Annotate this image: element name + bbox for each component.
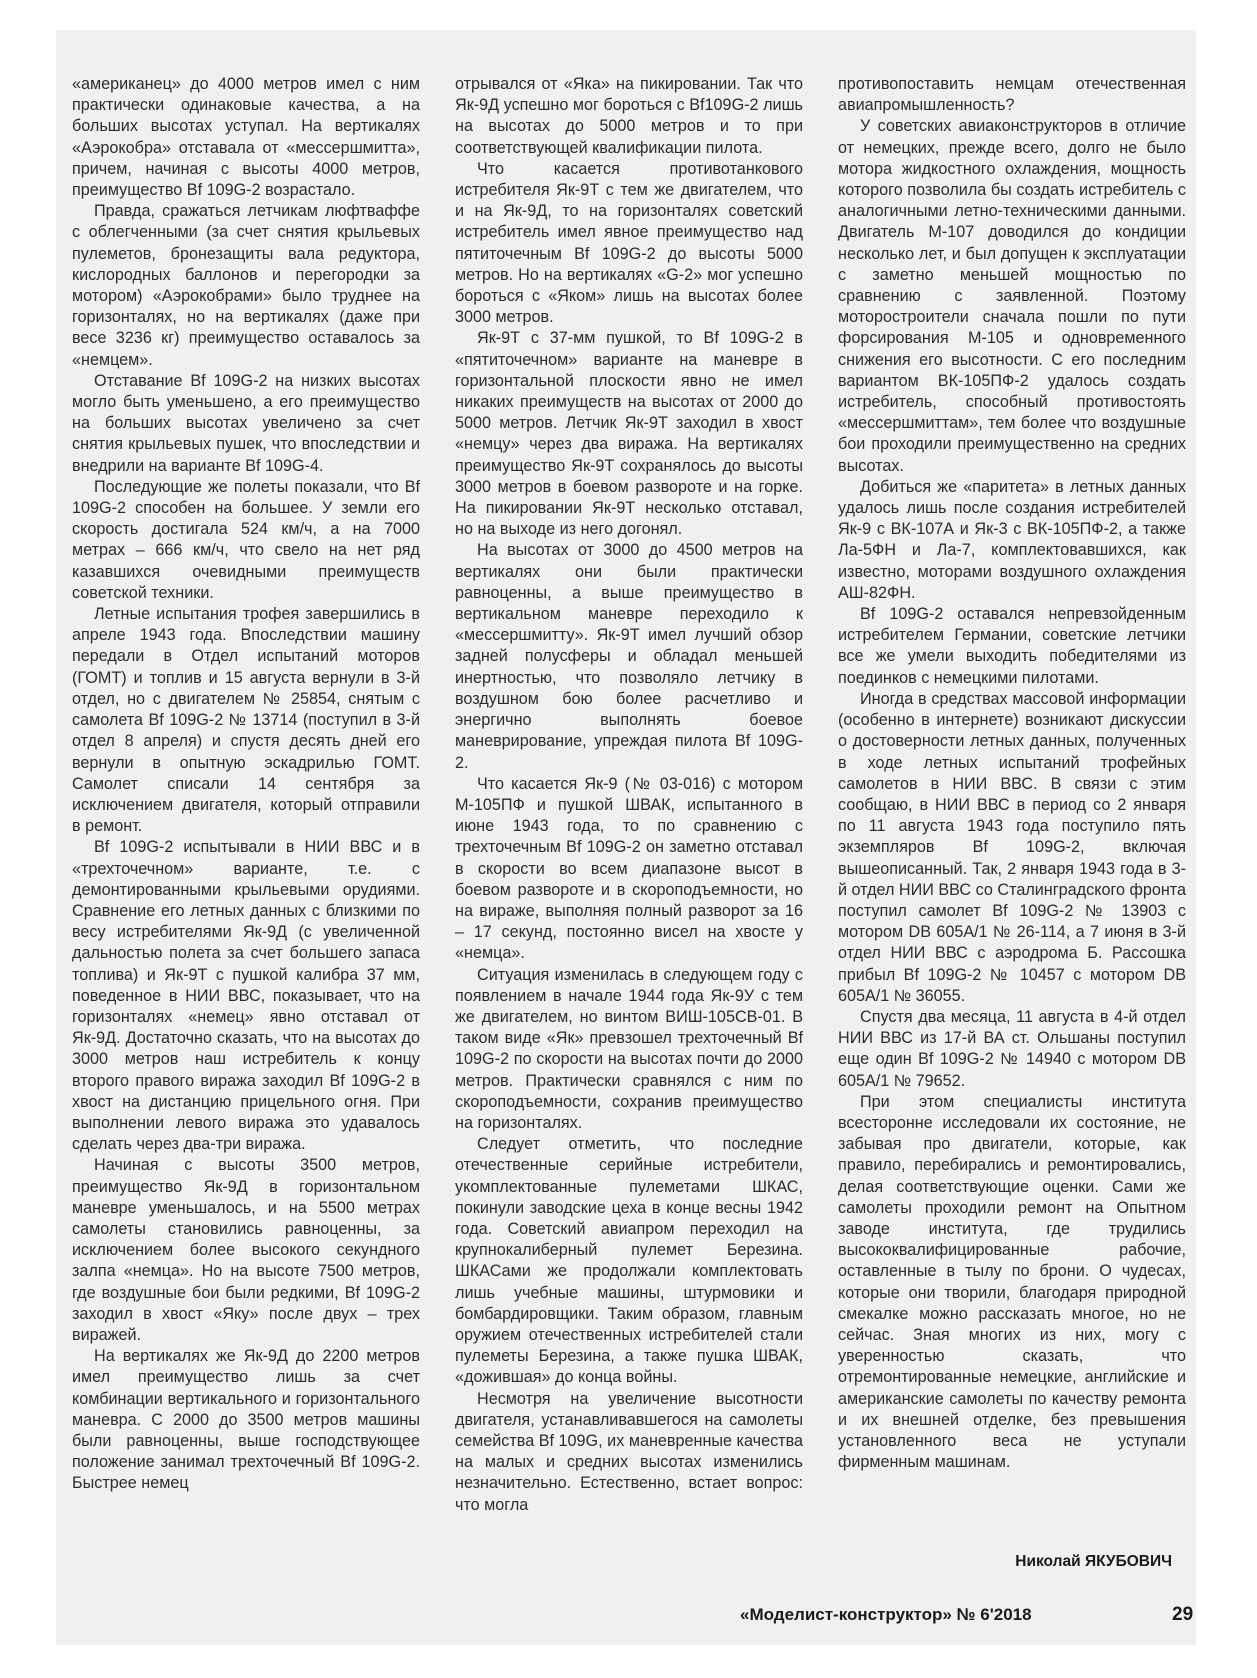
page-number: 29 — [1172, 1604, 1194, 1625]
text-column-1 — [72, 74, 420, 1495]
text-column-3 — [838, 74, 1186, 1473]
paragraph: Правда, сражаться летчикам люфтваффе с облегченными (за счет снятия крыльевых пулеметов, бронезащиты вала редуктора, кислородных баллонов и перегородки за мотором) «Аэрокобрами» было труднее на горизонталях, но на вертикалях (даже при весе 3236 кг) преимущество оставалось за «немцем». — [72, 202, 420, 369]
paragraph: Добиться же «паритета» в летных данных удалось лишь после создания истребителей Як-9 с ВК-107А и Як-3 с ВК-105ПФ-2, а также Ла-5ФН и Ла-7, комплектовавшихся, как известно, моторами воздушного охлаждения АШ-82ФН. — [838, 477, 1186, 602]
paragraph: противопоставить немцам отечественная авиапромышленность? — [838, 75, 1186, 115]
paragraph: Спустя два месяца, 11 августа в 4-й отдел НИИ ВВС из 17-й ВА ст. Ольшаны поступил еще один Bf 109G-2 № 14940 с мотором DB 605A/1 № 79652. — [838, 1007, 1186, 1090]
paragraph: Отставание Bf 109G-2 на низких высотах могло быть уменьшено, а его преимущество на больших высотах увеличено за счет снятия крыльевых пушек, что впоследствии и внедрили на варианте Bf 109G-4. — [72, 371, 420, 475]
paragraph: Ситуация изменилась в следующем году с появлением в начале 1944 года Як-9У с тем же двигателем, но винтом ВИШ-105СВ-01. В таком виде «Як» превзошел трехточечный Bf 109G-2 по скорости на высотах почти до 2000 метров. Практически сравнялся с ним по скороподъемности, сохранив преимущество на горизонталях. — [455, 965, 803, 1132]
paragraph: Летные испытания трофея завершились в апреле 1943 года. Впоследствии машину передали в Отдел испытаний моторов (ГОМТ) и топлив и 15 августа вернули в 3-й отдел, но с двигателем № 25854, снятым с самолета Bf 109G-2 № 13714 (поступил в 3-й отдел 8 апреля) и спустя десять дней его вернули в опытную эскадрилью ГОМТ. Самолет списали 14 сентября за исключением двигателя, который отправили в ремонт. — [72, 605, 420, 836]
magazine-page — [56, 30, 1196, 1645]
paragraph: На вертикалях же Як-9Д до 2200 метров имел преимущество лишь за счет комбинации вертикального и горизонтального маневра. С 2000 до 3500 метров машины были равноценны, выше господствующее положение занимал трехточечный Bf 109G-2. Быстрее немец — [72, 1347, 420, 1493]
paragraph: Несмотря на увеличение высотности двигателя, устанавливавшегося на самолеты семейства Bf 109G, их маневренные качества на малых и средних высотах изменились незначительно. Естественно, встает вопрос: что могла — [455, 1389, 803, 1514]
paragraph: У советских авиаконструкторов в отличие от немецких, прежде всего, долго не было мотора жидкостного охлаждения, мощность которого позволила бы создать истребитель с аналогичными летно-техническими данными. Двигатель М-107 доводился до кондиции несколько лет, и был допущен к эксплуатации с заметно меньшей мощностью по сравнению с заявленной. Поэтому моторостроители сначала пошли по пути форсирования М-105 и одновременного снижения его высотности. С его последним вариантом ВК-105ПФ-2 удалось создать истребитель, способный противостоять «мессершмиттам», тем более что воздушные бои проходили преимущественно на средних высотах. — [838, 117, 1186, 475]
magazine-issue: «Моделист-конструктор» № 6'2018 — [740, 1605, 1032, 1624]
paragraph: Начиная с высоты 3500 метров, преимущество Як-9Д в горизонтальном маневре уменьшалось, и на 5500 метрах самолеты становились равноценны, за исключением более высокого секундного залпа «немца». Но на высоте 7500 метров, где воздушные бои были редкими, Bf 109G-2 заходил в хвост «Яку» после двух – трех виражей. — [72, 1156, 420, 1344]
paragraph: Следует отметить, что последние отечественные серийные истребители, укомплектованные пулеметами ШКАС, покинули заводские цеха в конце весны 1942 года. Советский авиапром переходил на крупнокалиберный пулемет Березина. ШКАСами же продолжали комплектовать лишь учебные машины, штурмовики и бомбардировщики. Таким образом, главным оружием отечественных истребителей стали пулеметы Березина, а также пушка ШВАК, «дожившая» до конца войны. — [455, 1135, 803, 1387]
paragraph: Bf 109G-2 испытывали в НИИ ВВС и в «трехточечном» варианте, т.е. с демонтированными крыльевыми орудиями. Сравнение его летных данных с близкими по весу истребителями Як-9Д (с увеличенной дальностью полета за счет большего запаса топлива) и Як-9Т с пушкой калибра 37 мм, поведенное в НИИ ВВС, показывает, что на горизонталях «немец» явно отставал от Як-9Д. Достаточно сказать, что на высотах до 3000 метров наш истребитель к концу второго правого виража заходил Bf 109G-2 в хвост на дистанцию прицельного огня. При выполнении левого виража это удавалось сделать через два-три виража. — [72, 838, 420, 1154]
paragraph: Як-9Т с 37-мм пушкой, то Bf 109G-2 в «пятиточечном» варианте на маневре в горизонтальной плоскости явно не имел никаких преимуществ на высотах от 2000 до 5000 метров. Летчик Як-9Т заходил в хвост «немцу» через два виража. На вертикалях преимущество Як-9Т сохранялось до высоты 3000 метров в боевом развороте и на горке. На пикировании Як-9Т несколько отставал, но на выходе из него догонял. — [455, 329, 803, 539]
paragraph: Последующие же полеты показали, что Bf 109G-2 способен на большее. У земли его скорость достигала 524 км/ч, а на 7000 метрах – 666 км/ч, что свело на нет ряд казавшихся очевидными преимуществ советской техники. — [72, 477, 420, 602]
article-author: Николай ЯКУБОВИЧ — [1015, 1553, 1172, 1570]
paragraph: Что касается Як-9 (№ 03-016) с мотором М-105ПФ и пушкой ШВАК, испытанного в июне 1943 года, то по сравнению с трехточечным Bf 109G-2 он заметно отставал в скорости во всем диапазоне высот в боевом развороте и в скороподъемности, но на вираже, выполняя полный разворот за 16 – 17 секунд, постоянно висел на хвосте у «немца». — [455, 774, 803, 963]
paragraph: «американец» до 4000 метров имел с ним практически одинаковые качества, а на больших высотах уступал. На вертикалях «Аэрокобра» отставала от «мессершмитта», причем, начиная с высоты 4000 метров, преимущество Bf 109G-2 возрастало. — [72, 75, 420, 200]
text-column-2 — [455, 74, 803, 1516]
paragraph: отрывался от «Яка» на пикировании. Так что Як-9Д успешно мог бороться с Bf109G-2 лишь на высотах до 5000 метров и то при соответствующей квалификации пилота. — [455, 75, 803, 157]
paragraph: Что касается противотанкового истребителя Як-9Т с тем же двигателем, что и на Як-9Д, то на горизонталях советский истребитель имел явное преимущество над пятиточечным Bf 109G-2 до высоты 5000 метров. Но на вертикалях «G-2» мог успешно бороться с «Яком» лишь на высотах более 3000 метров. — [455, 159, 803, 327]
paragraph: Bf 109G-2 оставался непревзойденным истребителем Германии, советские летчики все же умели выходить победителями из поединков с немецкими пилотами. — [838, 605, 1186, 687]
paragraph: На высотах от 3000 до 4500 метров на вертикалях они были практически равноценны, а выше преимущество в вертикальном маневре переходило к «мессершмитту». Як-9Т имел лучший обзор задней полусферы и обладал меньшей инертностью, что позволяло летчику в воздушном бою более расчетливо и энергично выполнять боевое маневрирование, упреждая пилота Bf 109G-2. — [455, 541, 803, 772]
paragraph: Иногда в средствах массовой информации (особенно в интернете) возникают дискуссии о достоверности летных данных, полученных в ходе летных испытаний трофейных самолетов в НИИ ВВС. В связи с этим сообщаю, в НИИ ВВС в период со 2 января по 11 августа 1943 года поступило пять экземпляров Bf 109G-2, включая вышеописанный. Так, 2 января 1943 года в 3-й отдел НИИ ВВС со Сталинградского фронта поступил самолет Bf 109G-2 № 13903 с мотором DB 605A/1 № 26-114, а 7 июня в 3-й отдел НИИ ВВС с аэродрома Б. Рассошка прибыл Bf 109G-2 № 10457 с мотором DB 605A/1 № 36055. — [838, 689, 1187, 1005]
paragraph: При этом специалисты института всесторонне исследовали их состояние, не забывая про двигатели, которые, как правило, перебирались и ремонтировались, делая соответствующие оценки. Сами же самолеты проходили ремонт на Опытном заводе института, где трудились высококвалифицированные рабочие, оставленные в тылу по брони. О чудесах, которые они творили, благодаря природной смекалке можно рассказать многое, но не сейчас. Зная многих из них, могу с уверенностью сказать, что отремонтированные немецкие, английские и американские самолеты по качеству ремонта и их внешней отделке, без превышения установленного веса не уступали фирменным машинам. — [838, 1092, 1186, 1472]
